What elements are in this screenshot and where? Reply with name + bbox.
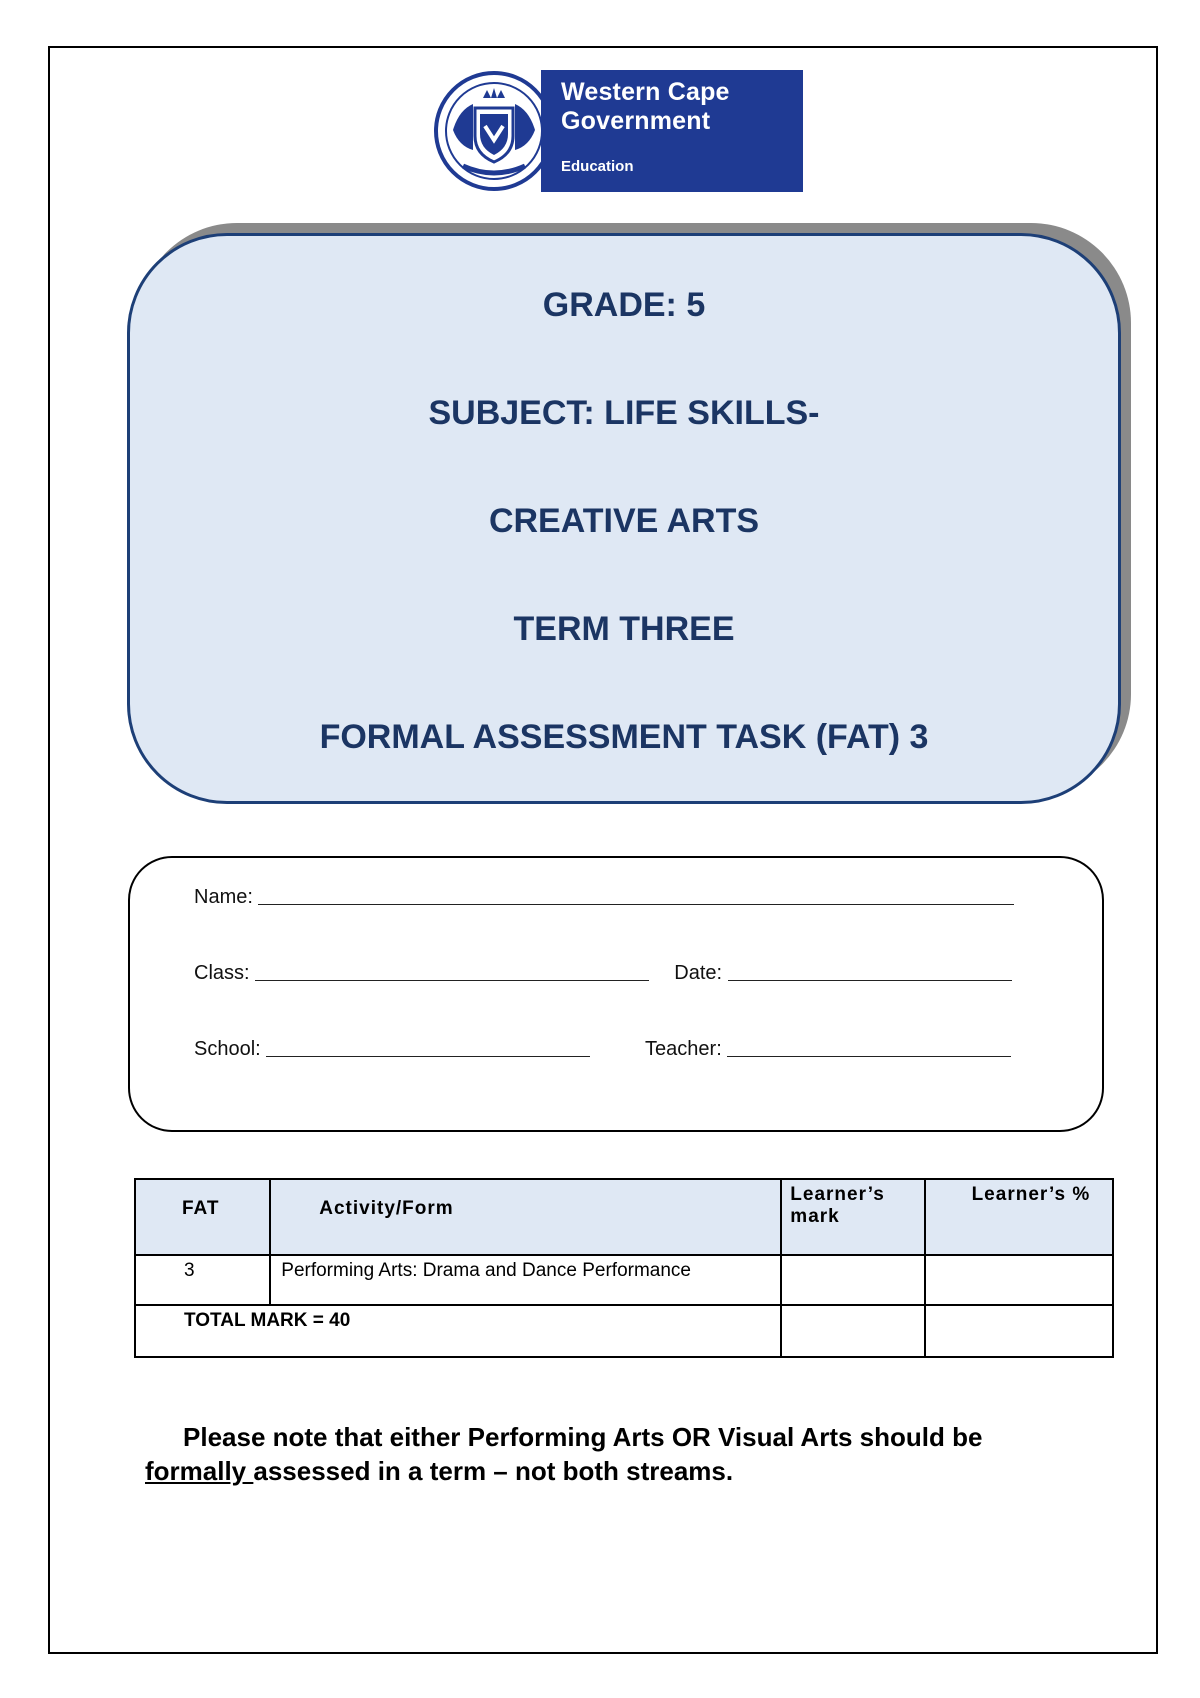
total-learner-mark[interactable] <box>781 1305 924 1357</box>
subject-continued-heading: CREATIVE ARTS <box>488 502 760 540</box>
class-field[interactable] <box>255 960 649 981</box>
class-date-row <box>194 960 1012 985</box>
note-line2-rest: assessed in a term – not both streams. <box>253 1456 734 1486</box>
total-row <box>135 1305 1113 1357</box>
note-line2 <box>145 1454 1105 1488</box>
row-activity: Performing Arts: Drama and Dance Performance <box>270 1255 781 1305</box>
header-learner-percent: Learner’s % <box>925 1179 1113 1255</box>
teacher-label: Teacher: <box>645 1038 722 1060</box>
note-underlined-word: formally <box>145 1456 254 1486</box>
subject-heading: SUBJECT: LIFE SKILLS- <box>428 394 820 432</box>
total-learner-percent[interactable] <box>925 1305 1113 1357</box>
row-learner-mark[interactable] <box>781 1255 924 1305</box>
grade-heading: GRADE: 5 <box>542 286 706 324</box>
title-box <box>127 233 1121 804</box>
logo-text-line2: Government <box>561 107 711 135</box>
class-label: Class: <box>194 962 250 984</box>
date-label: Date: <box>674 962 723 984</box>
school-teacher-row <box>194 1036 1011 1061</box>
assessment-note <box>145 1420 1105 1488</box>
header-activity: Activity/Form <box>270 1179 781 1255</box>
teacher-field[interactable] <box>727 1036 1011 1057</box>
western-cape-government-logo <box>433 70 803 192</box>
school-field[interactable] <box>266 1036 590 1057</box>
name-label: Name: <box>194 886 253 908</box>
logo-text-line3: Education <box>561 158 634 175</box>
date-field[interactable] <box>728 960 1012 981</box>
row-fat-number: 3 <box>135 1255 270 1305</box>
name-field[interactable] <box>258 884 1014 905</box>
header-fat: FAT <box>135 1179 270 1255</box>
coat-of-arms-icon <box>433 70 555 192</box>
logo-band <box>541 70 803 192</box>
task-heading: FORMAL ASSESSMENT TASK (FAT) 3 <box>319 718 929 756</box>
header-learner-mark: Learner’s mark <box>781 1179 924 1255</box>
note-line1: Please note that either Performing Arts OR Visual Arts should be <box>183 1422 983 1452</box>
total-mark-label: TOTAL MARK = 40 <box>135 1305 781 1357</box>
row-learner-percent[interactable] <box>925 1255 1113 1305</box>
learner-info-box <box>128 856 1104 1132</box>
fat-marks-table <box>134 1178 1114 1358</box>
name-row <box>194 884 1014 909</box>
logo-text-line1: Western Cape <box>561 78 730 106</box>
school-label: School: <box>194 1038 261 1060</box>
table-row <box>135 1255 1113 1305</box>
table-header-row <box>135 1179 1113 1255</box>
term-heading: TERM THREE <box>513 610 735 648</box>
